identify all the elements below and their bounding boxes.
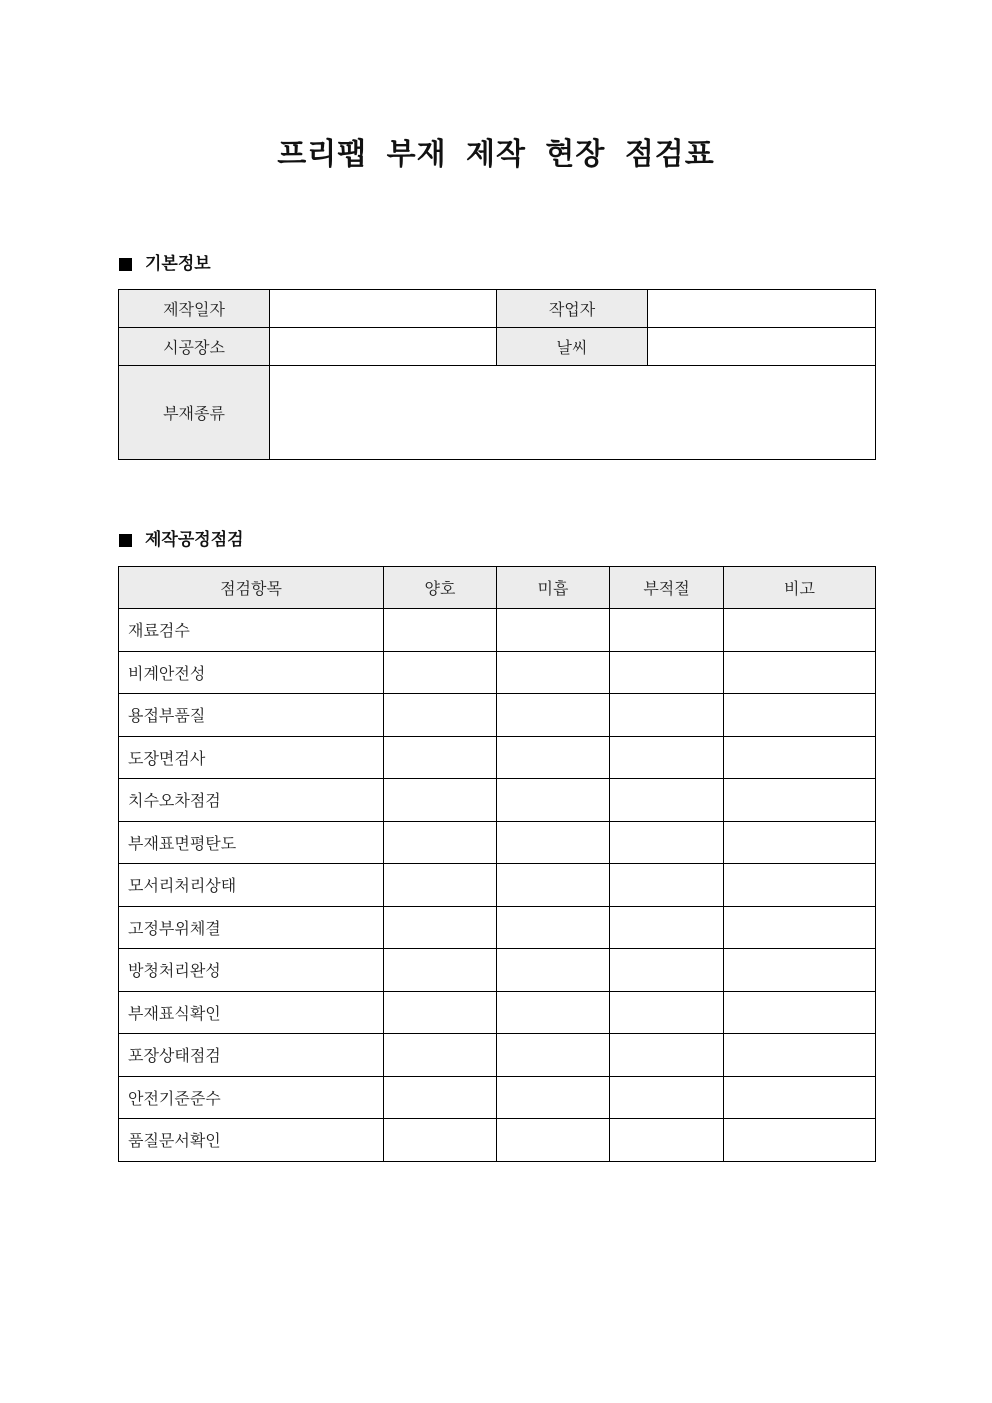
remarks-cell[interactable] [724,1034,876,1077]
unsuitable-cell[interactable] [610,651,724,694]
table-row [119,694,876,737]
section-heading-label: 기본정보 [145,254,211,274]
unsuitable-cell[interactable] [610,736,724,779]
check-item-label: 용접부품질 [119,694,384,737]
table-row [119,609,876,652]
weather-field[interactable] [648,328,876,366]
good-cell[interactable] [384,609,497,652]
document-title: 프리팹 부재 제작 현장 점검표 [277,137,715,172]
poor-cell[interactable] [497,949,610,992]
check-item-label: 부재표식확인 [119,991,384,1034]
remarks-cell[interactable] [724,821,876,864]
poor-cell[interactable] [497,779,610,822]
remarks-cell[interactable] [724,609,876,652]
check-item-label: 부재표면평탄도 [119,821,384,864]
column-header-unsuitable: 부적절 [610,567,724,609]
poor-cell[interactable] [497,651,610,694]
header-row [119,567,876,609]
good-cell[interactable] [384,991,497,1034]
unsuitable-cell[interactable] [610,779,724,822]
check-item-label: 방청처리완성 [119,949,384,992]
good-cell[interactable] [384,651,497,694]
remarks-cell[interactable] [724,1076,876,1119]
basic-info-table [118,289,876,460]
table-row [119,736,876,779]
poor-cell[interactable] [497,1076,610,1119]
production-date-label: 제작일자 [119,290,270,328]
good-cell[interactable] [384,949,497,992]
remarks-cell[interactable] [724,949,876,992]
table-row [119,864,876,907]
unsuitable-cell[interactable] [610,1076,724,1119]
column-header-check-item: 점검항목 [119,567,384,609]
poor-cell[interactable] [497,1119,610,1162]
unsuitable-cell[interactable] [610,821,724,864]
remarks-cell[interactable] [724,1119,876,1162]
check-item-label: 안전기준준수 [119,1076,384,1119]
table-row [119,779,876,822]
check-item-label: 고정부위체결 [119,906,384,949]
member-type-label: 부재종류 [119,366,270,460]
unsuitable-cell[interactable] [610,949,724,992]
good-cell[interactable] [384,736,497,779]
process-check-table [118,566,876,1162]
black-square-bullet-icon [119,534,132,547]
good-cell[interactable] [384,694,497,737]
table-row [119,1076,876,1119]
info-row [119,366,876,460]
good-cell[interactable] [384,1076,497,1119]
good-cell[interactable] [384,1034,497,1077]
good-cell[interactable] [384,1119,497,1162]
section-heading-label: 제작공정점검 [145,530,244,550]
poor-cell[interactable] [497,991,610,1034]
check-item-label: 도장면검사 [119,736,384,779]
table-row [119,1034,876,1077]
remarks-cell[interactable] [724,694,876,737]
production-date-field[interactable] [270,290,497,328]
table-row [119,651,876,694]
poor-cell[interactable] [497,694,610,737]
site-location-label: 시공장소 [119,328,270,366]
poor-cell[interactable] [497,609,610,652]
poor-cell[interactable] [497,864,610,907]
info-row [119,328,876,366]
check-item-label: 품질문서확인 [119,1119,384,1162]
unsuitable-cell[interactable] [610,1034,724,1077]
unsuitable-cell[interactable] [610,864,724,907]
remarks-cell[interactable] [724,864,876,907]
good-cell[interactable] [384,906,497,949]
table-row [119,1119,876,1162]
check-item-label: 치수오차점검 [119,779,384,822]
section-heading-process-check [119,529,244,551]
good-cell[interactable] [384,864,497,907]
unsuitable-cell[interactable] [610,906,724,949]
remarks-cell[interactable] [724,651,876,694]
column-header-remarks: 비고 [724,567,876,609]
table-row [119,821,876,864]
poor-cell[interactable] [497,736,610,779]
unsuitable-cell[interactable] [610,694,724,737]
poor-cell[interactable] [497,906,610,949]
worker-field[interactable] [648,290,876,328]
table-row [119,991,876,1034]
good-cell[interactable] [384,821,497,864]
weather-label: 날씨 [497,328,648,366]
section-heading-basic-info [119,253,211,275]
member-type-field[interactable] [270,366,876,460]
black-square-bullet-icon [119,258,132,271]
unsuitable-cell[interactable] [610,609,724,652]
remarks-cell[interactable] [724,906,876,949]
unsuitable-cell[interactable] [610,1119,724,1162]
remarks-cell[interactable] [724,736,876,779]
poor-cell[interactable] [497,821,610,864]
poor-cell[interactable] [497,1034,610,1077]
info-row [119,290,876,328]
remarks-cell[interactable] [724,991,876,1034]
worker-label: 작업자 [497,290,648,328]
column-header-good: 양호 [384,567,497,609]
check-item-label: 비계안전성 [119,651,384,694]
remarks-cell[interactable] [724,779,876,822]
site-location-field[interactable] [270,328,497,366]
column-header-poor: 미흡 [497,567,610,609]
check-item-label: 모서리처리상태 [119,864,384,907]
table-row [119,949,876,992]
check-item-label: 재료검수 [119,609,384,652]
unsuitable-cell[interactable] [610,991,724,1034]
good-cell[interactable] [384,779,497,822]
check-item-label: 포장상태점검 [119,1034,384,1077]
table-row [119,906,876,949]
